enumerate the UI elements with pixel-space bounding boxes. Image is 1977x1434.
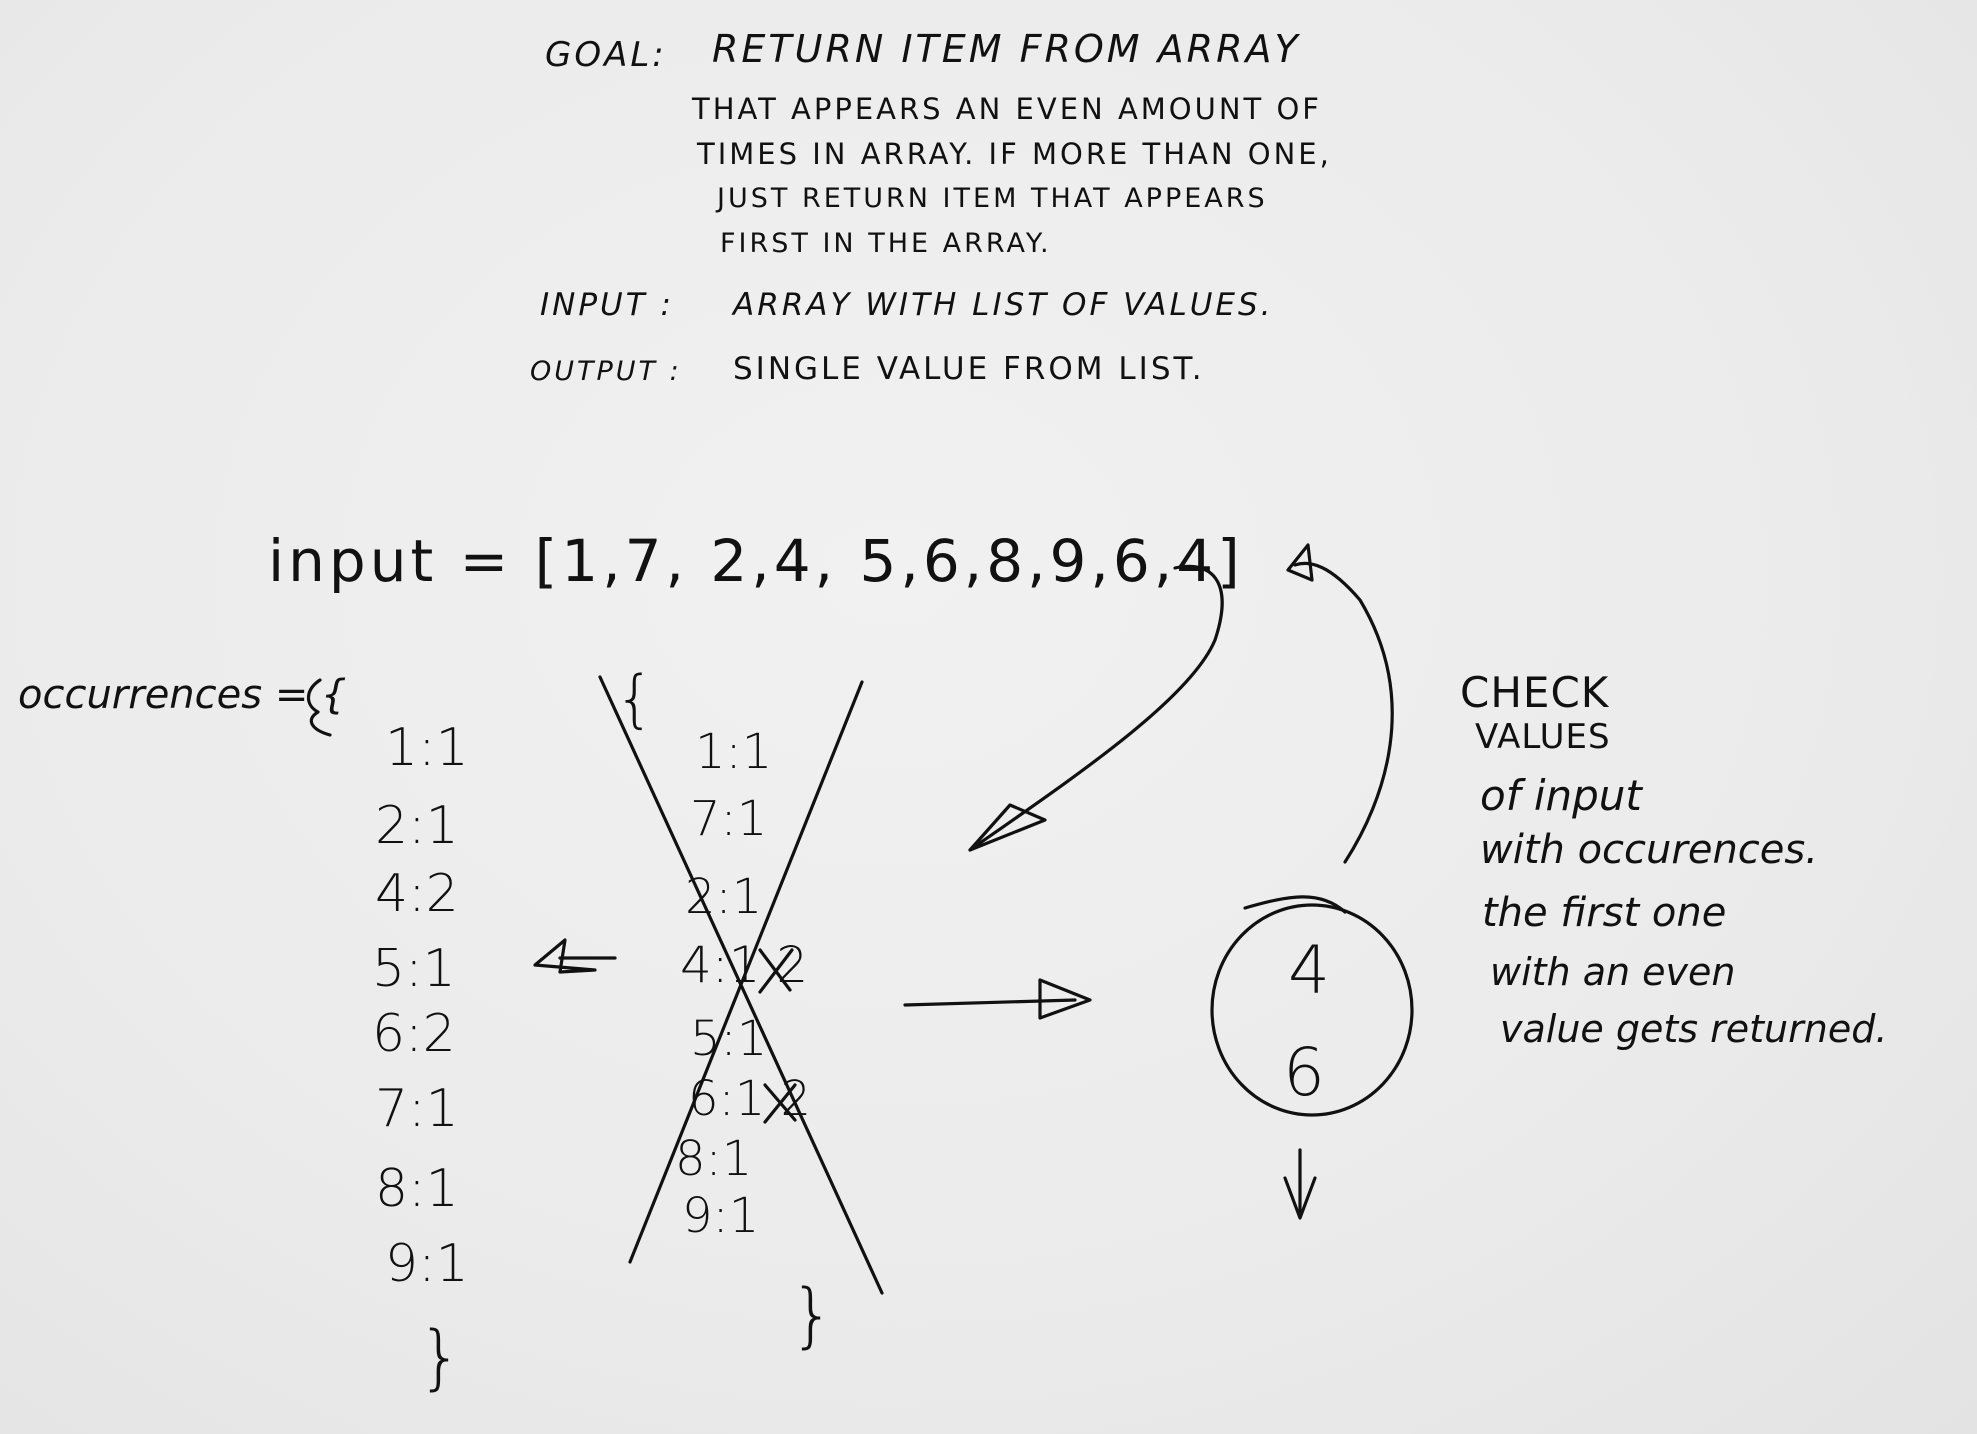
goal-line-4: JUST RETURN ITEM THAT APPEARS xyxy=(717,183,1268,214)
draft-entry: 5:1 xyxy=(690,1011,768,1067)
draft-close-brace: } xyxy=(790,1274,835,1356)
draft-entry: 2:1 xyxy=(685,869,763,925)
draft-entry: 7:1 xyxy=(690,791,768,847)
occurrences-close-brace: } xyxy=(418,1316,463,1398)
note-line-5: the first one xyxy=(1482,890,1727,936)
occurrences-label: occurrences = { xyxy=(18,672,347,718)
input-label: INPUT : xyxy=(540,287,674,323)
goal-line-2: THAT APPEARS AN EVEN AMOUNT OF xyxy=(692,92,1322,126)
note-line-7: value gets returned. xyxy=(1500,1007,1888,1051)
strike-mark xyxy=(765,1085,795,1122)
result-circle xyxy=(1212,905,1412,1115)
goal-line-5: FIRST IN THE ARRAY. xyxy=(720,228,1052,259)
draft-open-brace: { xyxy=(615,662,655,735)
note-line-2: VALUES xyxy=(1475,717,1611,757)
draft-entry: 8:1 xyxy=(675,1131,753,1187)
result-value: 6 xyxy=(1283,1034,1325,1111)
draft-entry: 4:1 2 xyxy=(680,936,809,994)
occurrence-entry: 5:1 xyxy=(372,939,456,999)
arrow-head xyxy=(535,940,595,972)
draft-entry: 6:1 2 xyxy=(688,1071,812,1127)
note-line-3: of input xyxy=(1480,771,1642,820)
occurrence-entry: 1:1 xyxy=(385,718,469,778)
strike-mark xyxy=(760,950,792,992)
occurrence-entry: 2:1 xyxy=(375,796,459,856)
occurrence-entry: 7:1 xyxy=(375,1079,459,1139)
output-description: SINGLE VALUE FROM LIST. xyxy=(733,351,1205,387)
input-array-expression: input = [1,7, 2,4, 5,6,8,9,6,4] xyxy=(268,527,1244,595)
input-description: ARRAY WITH LIST OF VALUES. xyxy=(733,287,1274,323)
goal-line-3: TIMES IN ARRAY. IF MORE THAN ONE, xyxy=(697,137,1332,171)
goal-label: GOAL: xyxy=(545,35,667,75)
occurrence-entry: 9:1 xyxy=(385,1234,469,1294)
occurrence-entry: 6:2 xyxy=(372,1004,456,1064)
note-line-4: with occurences. xyxy=(1480,827,1818,873)
draft-entry: 9:1 xyxy=(682,1188,760,1244)
note-line-6: with an even xyxy=(1490,950,1736,994)
occurrence-entry: 8:1 xyxy=(375,1159,459,1219)
note-line-1: CHECK xyxy=(1460,668,1610,717)
circle-tail xyxy=(1245,897,1345,912)
brace-stroke xyxy=(308,680,330,735)
goal-line-1: RETURN ITEM FROM ARRAY xyxy=(712,27,1301,71)
draft-entry: 1:1 xyxy=(695,724,773,780)
output-label: OUTPUT : xyxy=(530,356,682,387)
arrow-result-to-input xyxy=(1295,563,1392,862)
result-value: 4 xyxy=(1288,932,1330,1009)
occurrence-entry: 4:2 xyxy=(375,864,459,924)
arrow-draft-to-result xyxy=(905,1000,1075,1005)
